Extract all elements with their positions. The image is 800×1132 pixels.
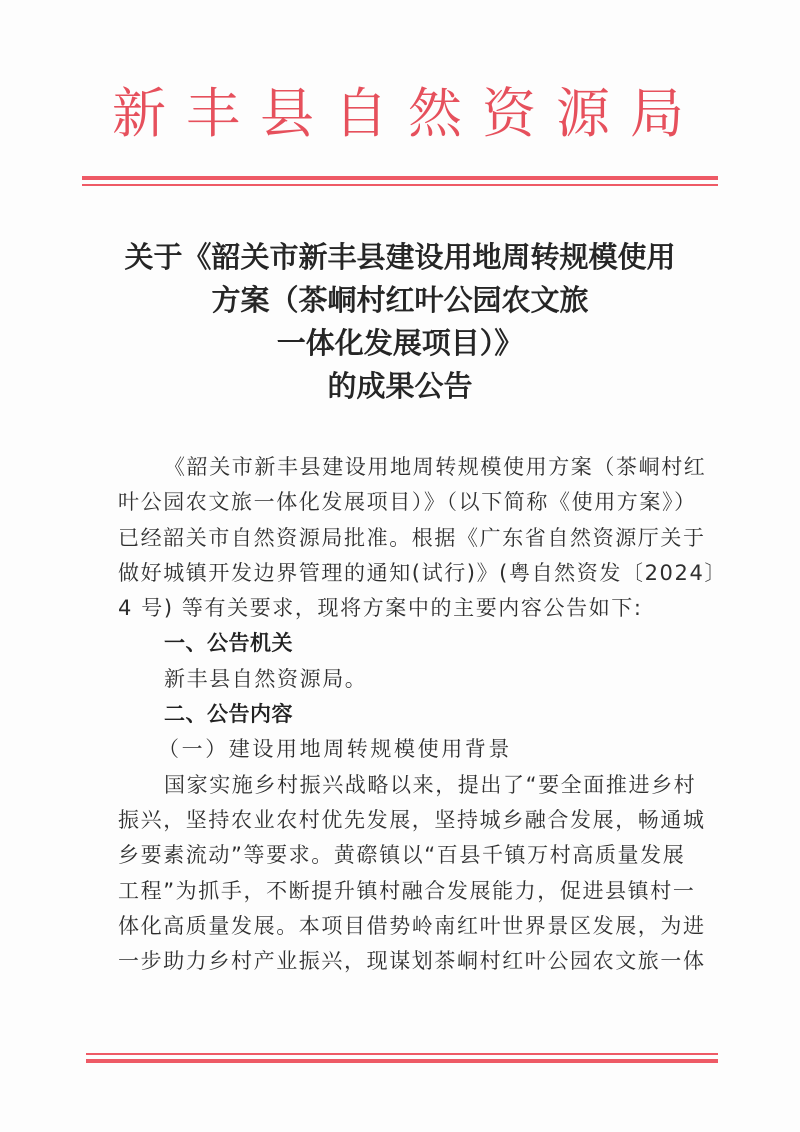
section-heading-content: 二、公告内容 [164,702,293,727]
document-title [100,236,700,408]
footer-rule-thin [86,1053,718,1055]
paragraph-line: 体化高质量发展。本项目借势岭南红叶世界景区发展，为进 [118,913,706,938]
paragraph-line: 工程”为抓手，不断提升镇村融合发展能力，促进县镇村一 [118,878,696,903]
masthead-char: 丰 [186,82,240,145]
masthead-char: 然 [408,82,462,145]
masthead-char: 资 [482,82,536,145]
paragraph-line: 乡要素流动”等要求。黄磜镇以“百县千镇万村高质量发展 [118,843,686,868]
header-rule-thick [82,176,718,180]
document-body [118,450,728,979]
subsection-heading-background: （一）建设用地周转规模使用背景 [158,737,512,762]
masthead-char: 新 [112,82,166,145]
header-rule-thin [82,184,718,186]
paragraph-line: 国家实施乡村振兴战略以来，提出了“要全面推进乡村 [164,772,697,797]
paragraph-line: 振兴，坚持农业农村优先发展，坚持城乡融合发展，畅通城 [118,807,706,832]
masthead-char: 局 [630,82,684,145]
section-heading-issuer: 一、公告机关 [164,631,293,656]
footer-rule-thick [86,1059,718,1063]
title-line: 的成果公告 [327,369,473,403]
title-line: 关于《韶关市新丰县建设用地周转规模使用 [124,240,676,274]
masthead-char: 自 [334,82,388,145]
intro-line: 《韶关市新丰县建设用地周转规模使用方案（茶峒村红 [164,455,707,479]
issuer-masthead [82,82,718,146]
section-content-issuer: 新丰县自然资源局。 [164,666,368,691]
title-line: 一体化发展项目）》 [276,326,524,360]
masthead-char: 源 [556,82,610,145]
paragraph-line: 一步助力乡村产业振兴，现谋划茶峒村红叶公园农文旅一体 [118,949,706,974]
masthead-char: 县 [260,82,314,145]
intro-line: 4 号) 等有关要求，现将方案中的主要内容公告如下: [118,596,643,621]
intro-line: 叶公园农文旅一体化发展项目）》（以下简称《使用方案》） [118,490,697,515]
intro-line: 已经韶关市自然资源局批准。根据《广东省自然资源厅关于 [118,525,706,550]
title-line: 方案（茶峒村红叶公园农文旅 [211,283,589,317]
intro-line: 做好城镇开发边界管理的通知(试行)》(粤自然资发〔2024〕 [118,560,728,585]
